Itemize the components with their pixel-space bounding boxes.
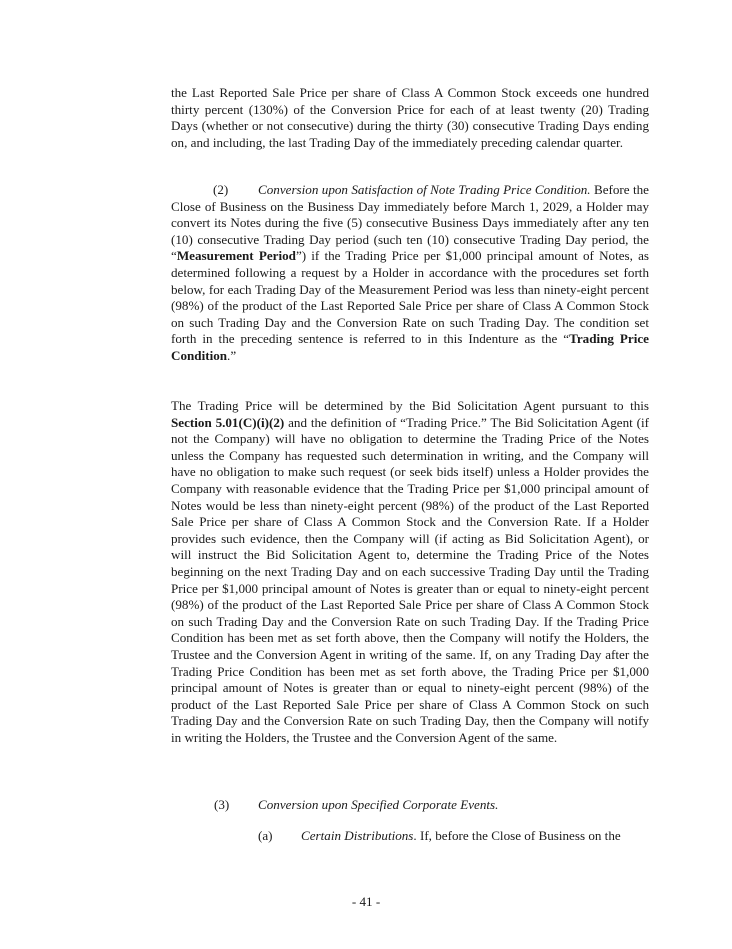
subsection-heading: Certain Distributions <box>301 828 414 843</box>
paragraph-text: The Trading Price will be determined by the Bid Solicitation Agent pursuant to this <box>171 398 649 413</box>
defined-term-trading-price-condition: Trading Price Condition <box>171 331 649 363</box>
paragraph-note-trading-price-condition <box>171 182 649 365</box>
section-heading: Conversion upon Specified Corporate Events. <box>258 797 499 812</box>
paragraph-number: (2) <box>213 182 229 197</box>
subsection-number: (a) <box>258 828 273 843</box>
paragraph-trading-condition-continued <box>171 85 649 151</box>
paragraph-text: and the definition of “Trading Price.” The Bid Solicitation Agent (if not the Company) will have no obligation to determine the Trading Price of the Notes unless the Company has requested such determination in writing, and the Company will have no obligation to make such request (or seek bids itself) unless a Holder provides the Company with reasonable evidence that the Trading Price per $1,000 principal amount of Notes would be less than ninety-eight percent (98%) of the product of the Last Reported Sale Price per share of Class A Common Stock and the Conversion Rate. If a Holder provides such evidence, then the Company will (if acting as Bid Solicitation Agent), or will instruct the Bid Solicitation Agent to, determine the Trading Price of the Notes beginning on the next Trading Day and on each successive Trading Day until the Trading Price per $1,000 principal amount of Notes is greater than or equal to ninety-eight percent (98%) of the product of the Last Reported Sale Price per share of Class A Common Stock on such Trading Day and the Conversion Rate on such Trading Day. If the Trading Price Condition has been met as set forth above, then the Company will notify the Holders, the Trustee and the Conversion Agent in writing of the same. If, on any Trading Day after the Trading Price Condition has been met as set forth above, the Trading Price per $1,000 principal amount of Notes is greater than or equal to ninety-eight percent (98%) of the product of the Last Reported Sale Price per share of Class A Common Stock on such Trading Day and the Conversion Rate on such Trading Day, then the Company will notify in writing the Holders, the Trustee and the Conversion Agent of the same. <box>171 414 649 745</box>
paragraph-text: Before the Close of Business on the Business Day immediately before March 1, 2029, a Holder may convert its Notes during the five (5) consecutive Business Days immediately after any ten (10) consecutive Trading Day period (such ten (10) consecutive Trading Day period, the “ <box>171 182 649 264</box>
subsection-certain-distributions <box>258 828 649 845</box>
section-reference: Section 5.01(C)(i)(2) <box>171 414 285 430</box>
page-number: - 41 - <box>351 894 381 909</box>
paragraph-text: .” <box>227 347 237 363</box>
defined-term-measurement-period: Measurement Period <box>176 248 296 264</box>
paragraph-text: the Last Reported Sale Price per share of Class A Common Stock exceeds one hundred thirty percent (130%) of the Conversion Price for each of at least twenty (20) Trading Days (whether or not consecutive) during the thirty (30) consecutive Trading Days ending on, and including, the last Trading Day of the immediately preceding calendar quarter. <box>171 85 649 150</box>
subsection-text: . If, before the Close of Business on the <box>413 828 621 843</box>
paragraph-trading-price-determination <box>171 398 649 746</box>
section-number: (3) <box>214 797 230 812</box>
paragraph-heading: Conversion upon Satisfaction of Note Trading Price Condition. <box>258 182 591 197</box>
section-specified-corporate-events <box>214 797 498 814</box>
paragraph-text: ”) if the Trading Price per $1,000 principal amount of Notes, as determined following a request by a Holder in accordance with the procedures set forth below, for each Trading Day of the Measurement Period was less than ninety-eight percent (98%) of the product of the Last Reported Sale Price per share of Class A Common Stock on such Trading Day and the Conversion Rate on such Trading Day. The condition set forth in the preceding sentence is referred to in this Indenture as the “ <box>171 248 649 347</box>
